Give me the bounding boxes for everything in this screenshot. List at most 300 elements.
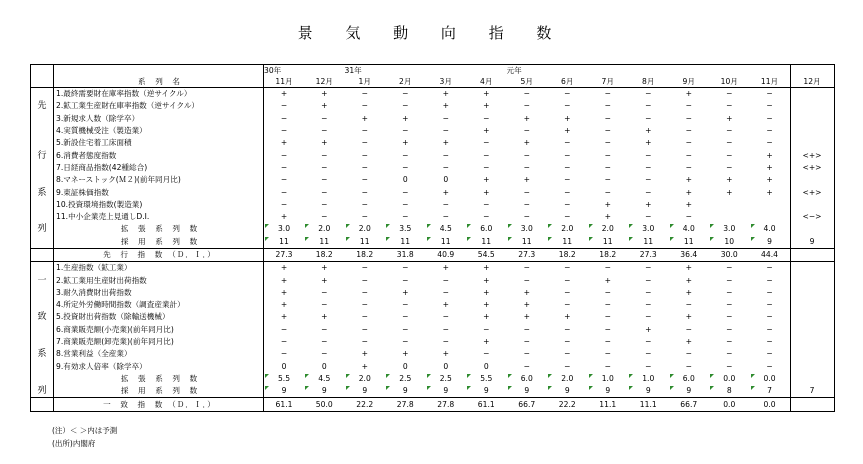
comment-marker-icon [508, 386, 512, 390]
comment-marker-icon [751, 224, 755, 228]
cell-value: − [361, 263, 368, 273]
di-value: 18.2 [588, 248, 629, 261]
cell-value: − [604, 361, 611, 371]
cell-value: − [726, 126, 733, 136]
cell-value: 11 [319, 236, 330, 246]
cell-value: − [564, 300, 571, 310]
table-row [31, 262, 835, 275]
cell-value: + [523, 287, 530, 297]
cell-value: − [523, 187, 530, 197]
cell-value: 9 [524, 386, 530, 396]
cell-value: − [685, 361, 692, 371]
table-row [31, 149, 835, 161]
cell-value: − [726, 275, 733, 285]
cell-value: − [564, 101, 571, 111]
cell-value: − [523, 263, 530, 273]
month-header: 2月 [385, 76, 426, 88]
group-label-char: 系 [31, 186, 54, 198]
cell-value: + [321, 263, 328, 273]
table-row [31, 311, 835, 323]
cell-value: + [280, 275, 288, 285]
cell-value: − [483, 162, 490, 172]
table-row [31, 299, 835, 311]
cell-value: + [726, 175, 733, 185]
cell-value: 3.0 [520, 224, 533, 234]
cell-value: 10 [724, 236, 735, 246]
month-header: 10月 [709, 76, 750, 88]
series-name: 6.商業販売額(小売業)(前年同月比) [54, 324, 264, 336]
cell-value: 6.0 [520, 373, 533, 383]
cell-value: − [685, 150, 692, 160]
di-value: 50.0 [304, 398, 345, 411]
cell-value: − [726, 263, 733, 273]
group-label-char: 系 [31, 348, 54, 360]
series-name-header: 系 列 名 [54, 76, 264, 88]
cell-value: − [645, 275, 652, 285]
table-row [31, 373, 835, 385]
cell-value: − [483, 138, 490, 148]
series-name: 11.中小企業売上見通しD.I. [54, 211, 264, 223]
comment-marker-icon [427, 374, 431, 378]
cell-value: + [442, 263, 449, 273]
cell-value: + [483, 312, 490, 322]
cell-value: + [402, 113, 409, 123]
cell-value: − [442, 337, 449, 347]
cell-value: + [523, 175, 530, 185]
comment-marker-icon [589, 386, 593, 390]
cell-value: + [483, 175, 490, 185]
cell-value: 1.0 [601, 373, 614, 383]
comment-marker-icon [386, 386, 390, 390]
cell-value: − [280, 175, 288, 185]
cell-value: − [726, 89, 733, 99]
comment-marker-icon [751, 386, 755, 390]
cell-value: + [483, 275, 490, 285]
cell-value: − [483, 212, 490, 222]
table-row [31, 186, 835, 198]
cell-value: 9 [321, 386, 327, 396]
cell-value: − [442, 275, 449, 285]
cell-value: − [645, 312, 652, 322]
comment-marker-icon [386, 224, 390, 228]
di-value: 11.1 [628, 398, 669, 411]
month-header: 6月 [547, 76, 588, 88]
comment-marker-icon [305, 237, 309, 241]
cell-value: − [361, 300, 368, 310]
cell-value: 5.5 [277, 373, 291, 383]
cell-value: + [685, 263, 692, 273]
cell-value: + [483, 187, 490, 197]
cell-value: + [604, 275, 611, 285]
cell-value: − [523, 212, 530, 222]
cell-value: − [564, 150, 571, 160]
cell-value: + [523, 300, 530, 310]
cell-value: − [402, 199, 409, 209]
cell-value: + [280, 300, 288, 310]
comment-marker-icon [548, 237, 552, 241]
cell-value: − [402, 263, 409, 273]
cell-value: − [361, 101, 368, 111]
cell-value: + [726, 113, 733, 123]
cell-value: − [766, 337, 773, 347]
cell-value: − [361, 150, 368, 160]
cell-value: − [564, 187, 571, 197]
cell-value: 9 [686, 386, 692, 396]
table-row [31, 385, 835, 398]
cell-value: + [442, 349, 449, 359]
cell-value: 11 [602, 236, 613, 246]
series-name: 3.耐久消費財出荷指数 [54, 287, 264, 299]
cell-value: 0 [402, 361, 408, 371]
cell-value: − [604, 175, 611, 185]
month-header: 8月 [628, 76, 669, 88]
series-name: 4.実質機械受注（製造業） [54, 125, 264, 137]
cell-value: + [645, 126, 652, 136]
month-header: 1月 [345, 76, 386, 88]
cell-value: + [402, 349, 409, 359]
comment-marker-icon [467, 224, 471, 228]
table-row [31, 274, 835, 286]
cell-value: − [523, 101, 530, 111]
comment-marker-icon [427, 237, 431, 241]
series-name: 9.東証株価指数 [54, 186, 264, 198]
comment-marker-icon [305, 374, 309, 378]
cell-value: − [564, 324, 571, 334]
cell-value: − [726, 361, 733, 371]
comment-marker-icon [346, 386, 350, 390]
di-value: 27.8 [385, 398, 426, 411]
cell-value: − [604, 162, 611, 172]
cell-value: 0 [443, 175, 449, 185]
cell-value: − [766, 324, 773, 334]
comment-marker-icon [589, 374, 593, 378]
table-row [31, 100, 835, 112]
cell-value: − [402, 337, 409, 347]
cell-value: − [523, 162, 530, 172]
cell-value: + [564, 126, 571, 136]
cell-value: + [766, 187, 773, 197]
cell-value: + [402, 138, 409, 148]
cell-value: − [766, 263, 773, 273]
cell-value: − [280, 324, 288, 334]
cell-value: − [442, 126, 449, 136]
comment-marker-icon [346, 224, 350, 228]
series-name: 8.マネーストック(Ｍ２)(前年同月比) [54, 174, 264, 186]
cell-value: − [361, 324, 368, 334]
cell-value: − [604, 150, 611, 160]
cell-value: − [564, 337, 571, 347]
cell-value: − [442, 199, 449, 209]
table-row [31, 125, 835, 137]
cell-value: − [442, 312, 449, 322]
cell-value: − [321, 150, 328, 160]
cell-value: − [564, 287, 571, 297]
group-label-char: 列 [31, 223, 54, 235]
comment-marker-icon [670, 224, 674, 228]
series-name: 3.新規求人数（除学卒） [54, 113, 264, 125]
cell-value: + [645, 138, 652, 148]
cell-value: + [766, 150, 773, 160]
cell-value: − [523, 126, 530, 136]
comment-marker-icon [305, 224, 309, 228]
comment-marker-icon [386, 374, 390, 378]
cell-value: − [604, 287, 611, 297]
cell-value: − [361, 337, 368, 347]
cell-value: − [402, 300, 409, 310]
cell-value: − [685, 101, 692, 111]
cell-value: + [442, 187, 449, 197]
cell-value: − [564, 89, 571, 99]
cell-value: + [280, 138, 288, 148]
month-header: 12月 [790, 76, 834, 88]
cell-value: − [321, 212, 328, 222]
cell-value: − [685, 126, 692, 136]
cell-value: − [726, 337, 733, 347]
comment-marker-icon [751, 374, 755, 378]
cell-value: + [442, 101, 449, 111]
comment-marker-icon [710, 374, 714, 378]
cell-value: − [361, 138, 368, 148]
di-value: 61.1 [466, 398, 507, 411]
table-row [31, 162, 835, 174]
cell-value: + [280, 312, 288, 322]
cell-value: − [361, 187, 368, 197]
cell-value: + [483, 126, 490, 136]
series-name: 6.消費者態度指数 [54, 149, 264, 161]
cell-value: 0 [321, 361, 327, 371]
cell-value: + [483, 287, 490, 297]
cell-value: 5.5 [480, 373, 493, 383]
cell-value: − [604, 300, 611, 310]
cell-value: − [645, 175, 652, 185]
comment-marker-icon [751, 237, 755, 241]
cell-value: <+> [802, 162, 822, 172]
cell-value: + [523, 113, 530, 123]
cell-value: − [766, 300, 773, 310]
cell-value: − [280, 199, 288, 209]
cell-value: 11 [279, 236, 289, 246]
cell-value: − [442, 162, 449, 172]
cell-value: − [442, 113, 449, 123]
di-value: 36.4 [669, 248, 710, 261]
cell-value: − [321, 324, 328, 334]
cell-value: + [483, 263, 490, 273]
cell-value: + [726, 187, 733, 197]
cell-value: + [442, 300, 449, 310]
di-label: 先 行 指 数 （Ｄ．Ｉ．） [54, 248, 264, 261]
cell-value: − [604, 89, 611, 99]
cell-value: 2.0 [561, 373, 574, 383]
table-row [31, 199, 835, 211]
cell-value: − [766, 361, 773, 371]
cell-value: − [402, 275, 409, 285]
comment-marker-icon [346, 374, 350, 378]
cell-value: − [402, 101, 409, 111]
cell-value: − [523, 324, 530, 334]
di-value: 22.2 [345, 398, 386, 411]
comment-marker-icon [467, 386, 471, 390]
group-label-char: 一 [31, 274, 54, 286]
comment-marker-icon [305, 386, 309, 390]
cell-value: 11 [643, 236, 654, 246]
cell-value: − [280, 126, 288, 136]
comment-marker-icon [265, 374, 269, 378]
cell-value: − [523, 89, 530, 99]
di-row [31, 248, 835, 261]
di-value: 18.2 [304, 248, 345, 261]
cell-value: − [321, 187, 328, 197]
cell-value: 8 [726, 386, 732, 396]
cell-value: 1.0 [642, 373, 655, 383]
comment-marker-icon [670, 386, 674, 390]
cell-value: 4.0 [763, 224, 776, 234]
di-value: 0.0 [709, 398, 750, 411]
cell-value: − [321, 349, 328, 359]
cell-value: − [645, 89, 652, 99]
cell-value: − [402, 212, 409, 222]
cell-value: + [685, 199, 692, 209]
cell-value: − [280, 337, 288, 347]
comment-marker-icon [629, 374, 633, 378]
comment-marker-icon [427, 386, 431, 390]
cell-value: <+> [802, 150, 822, 160]
month-header: 9月 [669, 76, 710, 88]
cell-value: 9 [605, 386, 611, 396]
year-label: 31年 [345, 65, 386, 77]
cell-value: − [361, 162, 368, 172]
cell-value: − [361, 312, 368, 322]
comment-marker-icon [508, 374, 512, 378]
comment-marker-icon [265, 237, 269, 241]
cell-value: 9 [281, 386, 287, 396]
series-name: 拡 張 系 列 数 [54, 223, 264, 235]
cell-value: − [685, 349, 692, 359]
cell-value: <+> [802, 187, 822, 197]
cell-value: − [604, 324, 611, 334]
comment-marker-icon [629, 386, 633, 390]
cell-value: − [726, 101, 733, 111]
cell-value: − [523, 337, 530, 347]
cell-value: + [685, 187, 692, 197]
table-row [31, 211, 835, 223]
table-row [31, 174, 835, 186]
cell-value: 7 [809, 386, 815, 396]
cell-value: − [402, 324, 409, 334]
cell-value: − [685, 138, 692, 148]
cell-value: − [442, 287, 449, 297]
cell-value: 6.0 [480, 224, 493, 234]
cell-value: − [280, 162, 288, 172]
page-title: 景 気 動 向 指 数 [297, 24, 566, 42]
cell-value: + [280, 89, 288, 99]
cell-value: − [564, 162, 571, 172]
cell-value: + [645, 324, 652, 334]
cell-value: − [604, 113, 611, 123]
cell-value: + [483, 300, 490, 310]
cell-value: − [604, 349, 611, 359]
cell-value: − [402, 150, 409, 160]
di-value [790, 248, 834, 261]
cell-value: 0 [402, 175, 408, 185]
cell-value: 11 [359, 236, 370, 246]
cell-value: + [766, 175, 773, 185]
di-value: 66.7 [507, 398, 548, 411]
cell-value: 2.5 [399, 373, 412, 383]
comment-marker-icon [670, 237, 674, 241]
cell-value: − [645, 212, 652, 222]
cell-value: 11 [562, 236, 573, 246]
cell-value: 2.0 [601, 224, 614, 234]
cell-value: 7 [767, 386, 772, 396]
comment-marker-icon [548, 374, 552, 378]
cell-value: − [361, 287, 368, 297]
cell-value: − [645, 349, 652, 359]
cell-value: − [726, 150, 733, 160]
series-name: 1.最終需要財在庫率指数（逆サイクル） [54, 88, 264, 101]
comment-marker-icon [508, 224, 512, 228]
series-name: 5.投資財出荷指数（除輸送機械） [54, 311, 264, 323]
cell-value: 2.0 [318, 224, 331, 234]
di-value: 31.8 [385, 248, 426, 261]
month-header: 11月 [750, 76, 791, 88]
cell-value: 9 [645, 386, 651, 396]
cell-value: − [645, 150, 652, 160]
cell-value: − [766, 126, 773, 136]
comment-marker-icon [427, 224, 431, 228]
table-row [31, 236, 835, 249]
cell-value: + [361, 349, 368, 359]
cell-value: − [280, 349, 288, 359]
cell-value: − [564, 138, 571, 148]
cell-value: − [564, 199, 571, 209]
cell-value: − [766, 101, 773, 111]
series-name: 4.所定外労働時間指数（調査産業計） [54, 299, 264, 311]
cell-value: + [766, 162, 773, 172]
cell-value: 0.0 [723, 373, 736, 383]
month-header: 12月 [304, 76, 345, 88]
cell-value: + [483, 337, 490, 347]
cell-value: + [604, 212, 611, 222]
cell-value: − [645, 263, 652, 273]
cell-value: − [442, 150, 449, 160]
cell-value: 4.5 [318, 373, 331, 383]
cell-value: − [645, 287, 652, 297]
month-header: 5月 [507, 76, 548, 88]
group-label-char: 行 [31, 149, 54, 161]
cell-value: − [685, 212, 692, 222]
cell-value: 0.0 [763, 373, 776, 383]
comment-marker-icon [710, 224, 714, 228]
cell-value: − [564, 349, 571, 359]
table-row [31, 348, 835, 360]
cell-value: − [321, 287, 328, 297]
series-name: 拡 張 系 列 数 [54, 373, 264, 385]
cell-value: − [402, 312, 409, 322]
comment-marker-icon [548, 224, 552, 228]
cell-value: − [766, 138, 773, 148]
cell-value: 9 [443, 386, 449, 396]
cell-value: − [645, 337, 652, 347]
di-value: 18.2 [547, 248, 588, 261]
cell-value: − [604, 312, 611, 322]
cell-value: − [321, 199, 328, 209]
cell-value: 3.0 [277, 224, 291, 234]
comment-marker-icon [508, 237, 512, 241]
cell-value: − [361, 126, 368, 136]
di-value: 27.3 [628, 248, 669, 261]
cell-value: 11 [400, 236, 411, 246]
cell-value: + [280, 263, 288, 273]
